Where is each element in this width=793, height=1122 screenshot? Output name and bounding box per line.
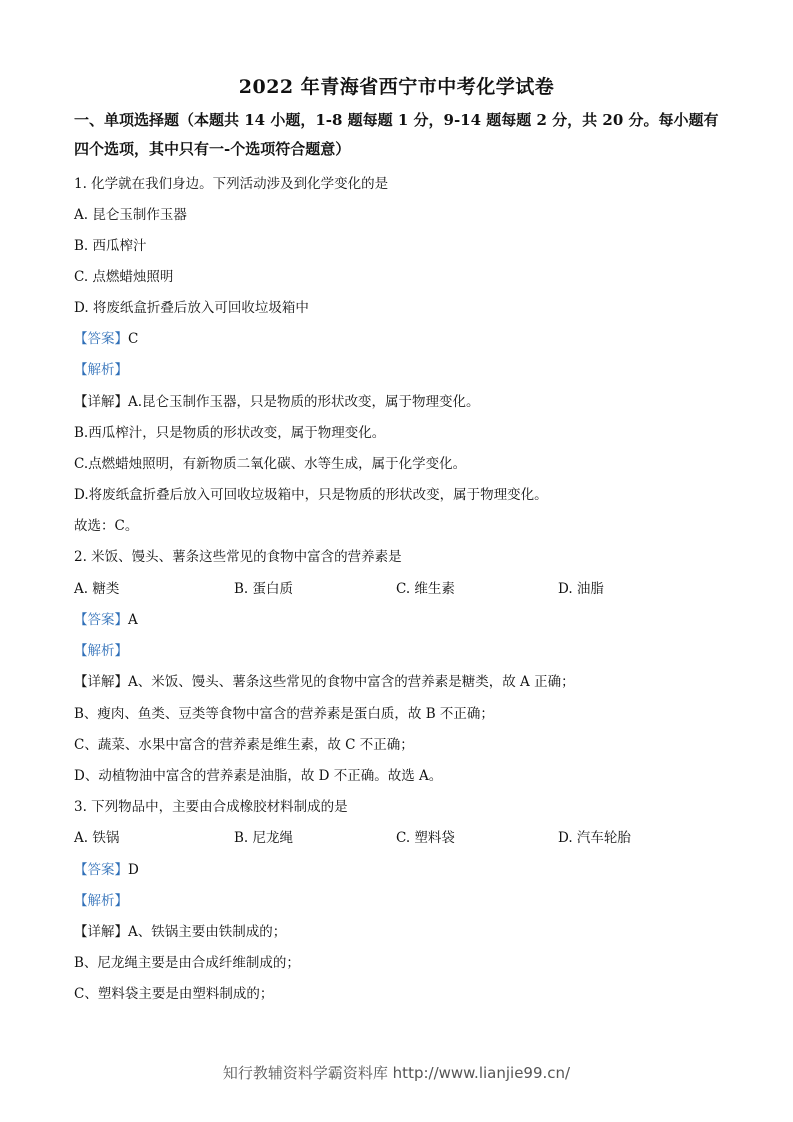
q3-answer — [74, 858, 139, 878]
q1-option-a: A. 昆仑玉制作玉器 — [74, 207, 187, 223]
answer-value: C — [128, 331, 139, 347]
q3-detail-3: C、塑料袋主要是由塑料制成的； — [74, 986, 274, 1002]
document-title: 2022 年青海省西宁市中考化学试卷 — [238, 76, 555, 98]
q3-option-a: A. 铁锅 — [74, 830, 120, 846]
q1-detail-3: C.点燃蜡烛照明，有新物质二氧化碳、水等生成，属于化学变化。 — [74, 456, 467, 472]
answer-value: D — [128, 862, 139, 878]
q3-option-b: B. 尼龙绳 — [234, 830, 294, 846]
q2-option-d: D. 油脂 — [558, 581, 604, 597]
q3-option-c: C. 塑料袋 — [396, 830, 455, 846]
footer-watermark: 知行教辅资料学霸资料库 http://www.lianjie99.cn/ — [222, 1064, 571, 1082]
q1-option-d: D. 将废纸盒折叠后放入可回收垃圾箱中 — [74, 300, 309, 316]
answer-tag: 【答案】 — [74, 331, 128, 347]
q1-option-c: C. 点燃蜡烛照明 — [74, 269, 174, 285]
answer-tag: 【答案】 — [74, 862, 128, 878]
analysis-tag: 【解析】 — [74, 893, 128, 909]
q1-detail-2: B.西瓜榨汁，只是物质的形状改变，属于物理变化。 — [74, 425, 386, 441]
q2-detail-2: B、瘦肉、鱼类、豆类等食物中富含的营养素是蛋白质，故 B 不正确； — [74, 706, 494, 722]
analysis-tag: 【解析】 — [74, 362, 128, 378]
q2-option-b: B. 蛋白质 — [234, 581, 294, 597]
q1-detail-4: D.将废纸盒折叠后放入可回收垃圾箱中，只是物质的形状改变，属于物理变化。 — [74, 487, 548, 503]
answer-value: A — [128, 612, 138, 628]
q3-detail-1: 【详解】A、铁锅主要由铁制成的； — [74, 924, 287, 940]
analysis-tag: 【解析】 — [74, 643, 128, 659]
q3-detail-2: B、尼龙绳主要是由合成纤维制成的； — [74, 955, 300, 971]
answer-tag: 【答案】 — [74, 612, 128, 628]
q2-option-a: A. 糖类 — [74, 581, 120, 597]
q1-conclusion: 故选：C。 — [74, 518, 139, 534]
q1-stem: 1. 化学就在我们身边。下列活动涉及到化学变化的是 — [74, 176, 389, 192]
q2-option-c: C. 维生素 — [396, 581, 455, 597]
q1-answer — [74, 327, 138, 347]
q1-detail-1: 【详解】A.昆仑玉制作玉器，只是物质的形状改变，属于物理变化。 — [74, 394, 480, 410]
section-heading: 一、单项选择题（本题共 14 小题，1-8 题每题 1 分，9-14 题每题 2 分，共 20 分。每小题有四个选项，其中只有一-个选项符合题意） — [74, 111, 719, 158]
q3-stem: 3. 下列物品中，主要由合成橡胶材料制成的是 — [74, 799, 348, 815]
q2-analysis-tag — [74, 639, 128, 659]
q3-option-d: D. 汽车轮胎 — [558, 830, 631, 846]
q1-analysis-tag — [74, 358, 128, 378]
q2-detail-1: 【详解】A、米饭、馒头、薯条这些常见的食物中富含的营养素是糖类，故 A 正确； — [74, 674, 575, 690]
q2-detail-3: C、蔬菜、水果中富含的营养素是维生素，故 C 不正确； — [74, 737, 414, 753]
q2-answer — [74, 608, 138, 628]
q3-analysis-tag — [74, 889, 128, 909]
q2-detail-4: D、动植物油中富含的营养素是油脂，故 D 不正确。故选 A。 — [74, 768, 443, 784]
q1-option-b: B. 西瓜榨汁 — [74, 238, 147, 254]
q2-stem: 2. 米饭、馒头、薯条这些常见的食物中富含的营养素是 — [74, 549, 402, 565]
